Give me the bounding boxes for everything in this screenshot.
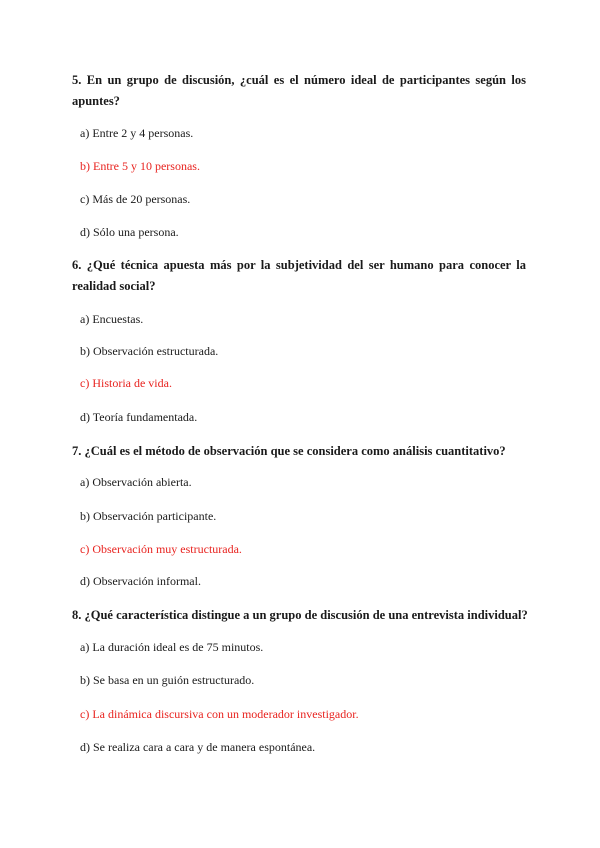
question-5-option-b-correct: b) Entre 5 y 10 personas. <box>80 159 200 173</box>
question-6-option-d: d) Teoría fundamentada. <box>80 410 198 424</box>
question-5-option-c: c) Más de 20 personas. <box>80 192 191 206</box>
question-6-option-c-correct: c) Historia de vida. <box>80 376 172 390</box>
question-8: 8. ¿Qué característica distingue a un grupo de discusión de una entrevista individual? <box>72 608 528 622</box>
question-7: 7. ¿Cuál es el método de observación que se considera como análisis cuantitativo? <box>72 444 506 458</box>
question-7-option-a: a) Observación abierta. <box>80 475 192 489</box>
question-8-option-c-correct: c) La dinámica discursiva con un moderador investigador. <box>80 707 359 721</box>
question-6-option-a: a) Encuestas. <box>80 312 144 326</box>
question-5: 5. En un grupo de discusión, ¿cuál es el número ideal de participantes según los apuntes? <box>72 73 526 108</box>
question-8-option-b: b) Se basa en un guión estructurado. <box>80 673 255 687</box>
question-5-option-a: a) Entre 2 y 4 personas. <box>80 126 194 140</box>
question-8-option-a: a) La duración ideal es de 75 minutos. <box>80 640 264 654</box>
question-5-option-d: d) Sólo una persona. <box>80 225 179 239</box>
question-6: 6. ¿Qué técnica apuesta más por la subjetividad del ser humano para conocer la realidad social? <box>72 258 526 293</box>
question-6-option-b: b) Observación estructurada. <box>80 344 219 358</box>
question-8-option-d: d) Se realiza cara a cara y de manera espontánea. <box>80 740 316 754</box>
question-7-option-b: b) Observación participante. <box>80 509 217 523</box>
question-7-option-d: d) Observación informal. <box>80 574 201 588</box>
question-7-option-c-correct: c) Observación muy estructurada. <box>80 542 242 556</box>
